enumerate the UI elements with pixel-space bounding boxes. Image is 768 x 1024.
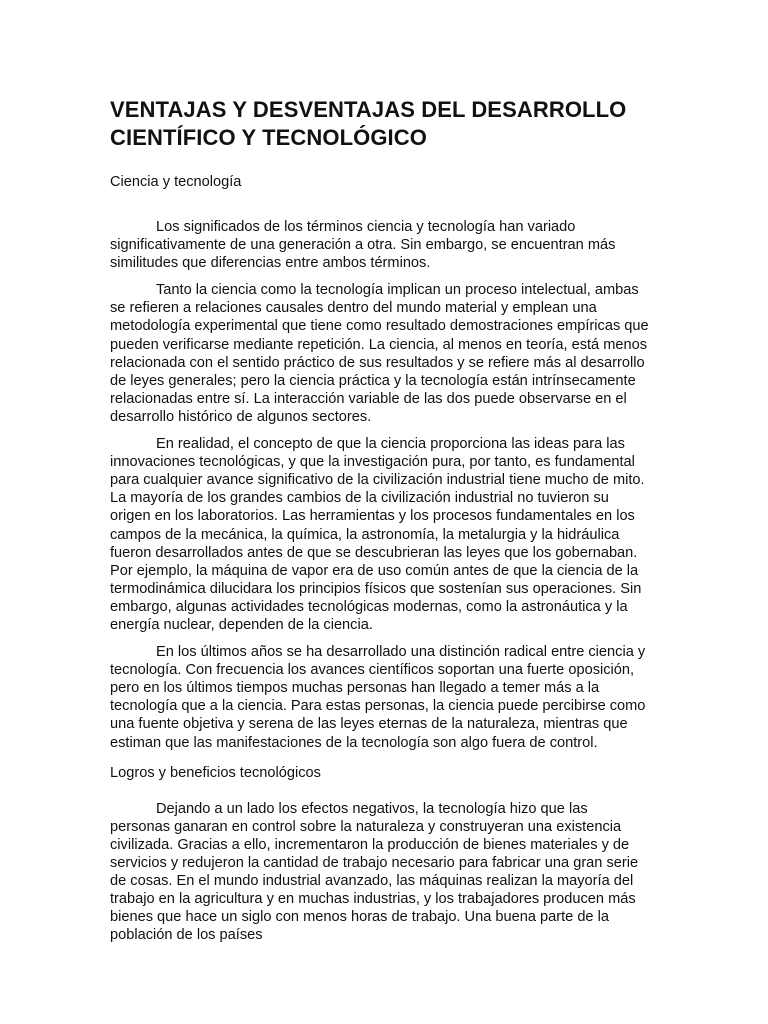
paragraph: Dejando a un lado los efectos negativos, la tecnología hizo que las personas ganaran en control sobre la naturaleza y construyeran una existencia civilizada. Gracias a ello, incrementaron la producción de bienes materiales y de servicios y redujeron la cantidad de trabajo necesario para fabricar una gran serie de cosas. En el mundo industrial avanzado, las máquinas realizan la mayoría del trabajo en la agricultura y en muchas industrias, y los trabajadores producen más bienes que hace un siglo con menos horas de trabajo. Una buena parte de la población de los países — [110, 800, 639, 944]
paragraph: En realidad, el concepto de que la ciencia proporciona las ideas para las innovaciones tecnológicas, y que la investigación pura, por tanto, es fundamental para cualquier avance significativo de la civilización industrial tiene mucho de mito. La mayoría de los grandes cambios de la civilización industrial no tuvieron su origen en los laboratorios. Las herramientas y los procesos fundamentales en los campos de la mecánica, la química, la astronomía, la metalurgia y la hidráulica fueron desarrollados antes de que se descubrieran las leyes que los gobernaban. Por ejemplo, la máquina de vapor era de uso común antes de que la ciencia de la termodinámica dilucidara los principios físicos que sostenían sus operaciones. Sin embargo, algunas actividades tecnológicas modernas, como la astronáutica y la energía nuclear, dependen de la ciencia. — [110, 436, 645, 633]
section-heading-ciencia-tecnologia: Ciencia y tecnología — [110, 174, 242, 190]
paragraph: Tanto la ciencia como la tecnología implican un proceso intelectual, ambas se refieren a relaciones causales dentro del mundo material y emplean una metodología experimental que tiene como resultado demostraciones empíricas que pueden verificarse mediante repetición. La ciencia, al menos en teoría, está menos relacionada con el sentido práctico de sus resultados y se refiere más al desarrollo de leyes generales; pero la ciencia práctica y la tecnología están intrínsecamente relacionadas entre sí. La interacción variable de las dos puede observarse en el desarrollo histórico de algunos sectores. — [110, 282, 649, 425]
paragraph: En los últimos años se ha desarrollado una distinción radical entre ciencia y tecnología. Con frecuencia los avances científicos soportan una fuerte oposición, pero en los últimos tiempos muchas personas han llegado a temer más a la tecnología que a la ciencia. Para estas personas, la ciencia puede percibirse como una fuente objetiva y serena de las leyes eternas de la naturaleza, mientras que estiman que las manifestaciones de la tecnología son algo fuera de control. — [110, 644, 646, 751]
section-heading-logros-beneficios: Logros y beneficios tecnológicos — [110, 764, 321, 781]
document-page — [110, 96, 650, 944]
paragraph: Los significados de los términos ciencia y tecnología han variado significativamente de una generación a otra. Sin embargo, se encuentran más similitudes que diferencias entre ambos términos. — [110, 219, 616, 272]
document-title: VENTAJAS Y DESVENTAJAS DEL DESARROLLO CIENTÍFICO Y TECNOLÓGICO — [110, 97, 627, 150]
